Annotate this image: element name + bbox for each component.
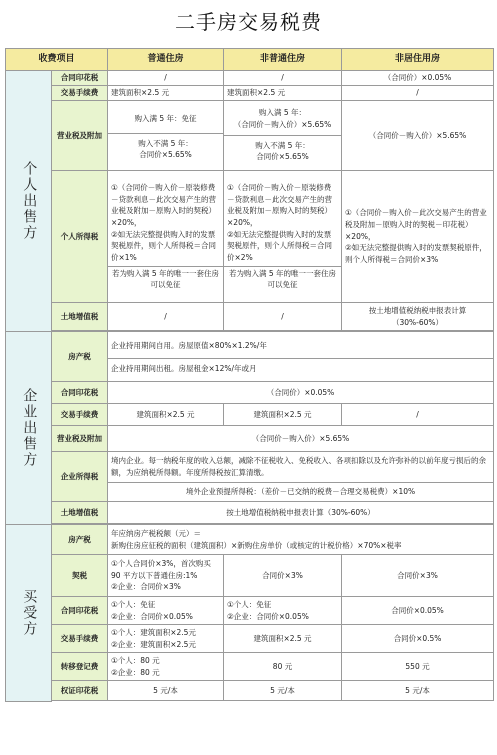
tax-table bbox=[5, 48, 494, 702]
cell: 建筑面积×2.5 元 bbox=[108, 404, 224, 426]
table-row bbox=[6, 502, 494, 524]
cell bbox=[224, 597, 342, 625]
cell-text: ①个人：80 元 bbox=[111, 655, 160, 665]
row-label: 权证印花税 bbox=[52, 681, 108, 701]
cell: / bbox=[108, 71, 224, 86]
cell: / bbox=[108, 303, 224, 331]
cell: 550 元 bbox=[342, 653, 494, 681]
cell-text: 企业持用期间自用。房屋原值×80%×1.2%/年 bbox=[111, 340, 267, 350]
row-label: 营业税及附加 bbox=[52, 101, 108, 171]
row-label: 交易手续费 bbox=[52, 625, 108, 653]
row-label: 企业所得税 bbox=[52, 452, 108, 502]
cell-text: ②企业：建筑面积×2.5元 bbox=[111, 639, 196, 649]
table-row bbox=[6, 332, 494, 382]
table-row bbox=[6, 71, 494, 86]
table-row bbox=[6, 555, 494, 597]
cell-text: ①个人：免征 bbox=[111, 599, 156, 609]
cell: 80 元 bbox=[224, 653, 342, 681]
cell bbox=[108, 597, 224, 625]
cell: 建筑面积×2.5 元 bbox=[224, 86, 342, 101]
row-label: 营业税及附加 bbox=[52, 426, 108, 452]
row-label: 合同印花税 bbox=[52, 597, 108, 625]
cell-text: 若为购入满 5 年的唯一一套住房可以免征 bbox=[228, 268, 337, 290]
cell bbox=[108, 555, 224, 597]
table-row bbox=[6, 681, 494, 701]
cell-text: ①（合同价－购入价－原装修费－贷款利息－此次交易产生的营业税及附加－原购入时的契税）×20%， bbox=[227, 183, 333, 228]
header-non-normal: 非普通住房 bbox=[224, 49, 342, 71]
cell-text: 按土地增值税纳税申报表计算 bbox=[368, 305, 467, 315]
header-non-residential: 非居住用房 bbox=[342, 49, 494, 71]
cell-text: ①（合同价－购入价－原装修费－贷款利息－此次交易产生的营业税及附加－原购入时的契税）×20%， bbox=[111, 183, 217, 228]
cell: 5 元/本 bbox=[108, 681, 224, 701]
row-label: 转移登记费 bbox=[52, 653, 108, 681]
cell-text: 购入不满 5 年： bbox=[255, 140, 310, 150]
cell-text: ①个人：免征 bbox=[227, 599, 272, 609]
cell: 合同价×3% bbox=[224, 555, 342, 597]
table-header-row bbox=[6, 49, 494, 71]
cell bbox=[224, 101, 342, 171]
header-item: 收费项目 bbox=[6, 49, 108, 71]
row-label: 房产税 bbox=[52, 332, 108, 382]
cell: （合同价）×0.05% bbox=[342, 71, 494, 86]
cell: / bbox=[224, 71, 342, 86]
cell: 合同价×0.5% bbox=[342, 625, 494, 653]
table-row bbox=[6, 597, 494, 625]
cell bbox=[342, 171, 494, 303]
table-row bbox=[6, 382, 494, 404]
cell bbox=[108, 332, 494, 382]
cell-text: 购入满 5 年： bbox=[258, 108, 307, 118]
row-label: 合同印花税 bbox=[52, 382, 108, 404]
cell bbox=[108, 101, 224, 171]
cell bbox=[108, 653, 224, 681]
row-label: 房产税 bbox=[52, 525, 108, 555]
table-row bbox=[6, 303, 494, 331]
cell: （合同价－购入价）×5.65% bbox=[108, 426, 494, 452]
cell: （合同价－购入价）×5.65% bbox=[342, 101, 494, 171]
cell-text: 新购住房应征税的面积（建筑面积）×新购住房单价（或核定的计税价格）×70%×税率 bbox=[111, 540, 402, 550]
cell: 按土地增值税纳税申报表计算（30%-60%） bbox=[108, 502, 494, 524]
cell-text: ①个人：建筑面积×2.5元 bbox=[111, 627, 196, 637]
cell-text: （30%-60%） bbox=[391, 317, 444, 327]
cell-text: 企业持用期间出租。房屋租金×12%/年或月 bbox=[111, 363, 257, 373]
page-title: 二手房交易税费 bbox=[175, 10, 322, 34]
table-row bbox=[6, 452, 494, 502]
row-label: 契税 bbox=[52, 555, 108, 597]
row-label: 合同印花税 bbox=[52, 71, 108, 86]
cell bbox=[108, 625, 224, 653]
cell: 合同价×3% bbox=[342, 555, 494, 597]
cell: （合同价）×0.05% bbox=[108, 382, 494, 404]
table-row bbox=[6, 86, 494, 101]
cell: / bbox=[342, 86, 494, 101]
cell-text: 购入不满 5 年： bbox=[138, 138, 193, 148]
row-label: 个人所得税 bbox=[52, 171, 108, 303]
cell-text: ②企业：合同价×0.05% bbox=[111, 611, 193, 621]
table-row bbox=[6, 404, 494, 426]
table-row bbox=[6, 525, 494, 555]
cell: 5 元/本 bbox=[342, 681, 494, 701]
cell-text: 境外企业预提所得税：（差价－已交纳的税费－合理交易税费）×10% bbox=[185, 487, 416, 497]
cell-text: ①个人合同价×3%，首次购买 90 平方以下普通住房:1% bbox=[111, 559, 211, 580]
cell bbox=[342, 303, 494, 331]
cell-text: ②企业：合同价×3% bbox=[111, 582, 181, 592]
cell-text: 购入满 5 年：免征 bbox=[134, 114, 197, 124]
header-normal: 普通住房 bbox=[108, 49, 224, 71]
table-row bbox=[6, 625, 494, 653]
cell-text: ②如无法完整提供购入时的发票契税原件，则个人所得税＝合同价×1% bbox=[111, 229, 217, 262]
table-row bbox=[6, 101, 494, 171]
cell-text: 年应纳房产税税额（元）＝ bbox=[111, 528, 202, 538]
cell-text: ②如无法完整提供购入时的发票契税原件，则个人所得税＝合同价×2% bbox=[227, 229, 333, 262]
cell-text: （合同价－购入价）×5.65% bbox=[233, 119, 332, 129]
row-label: 土地增值税 bbox=[52, 303, 108, 331]
table-row bbox=[6, 653, 494, 681]
cell: 建筑面积×2.5 元 bbox=[224, 404, 342, 426]
cell-text: ②企业：合同价×0.05% bbox=[227, 611, 309, 621]
cell-text: 境内企业。每一纳税年度的收入总额，减除不征税收入、免税收入、各项扣除以及允许弥补的以前年度亏损后的余额，为应纳税所得额。年度所得税按汇算清缴。 bbox=[111, 456, 487, 477]
row-label: 土地增值税 bbox=[52, 502, 108, 524]
cell: 5 元/本 bbox=[224, 681, 342, 701]
cell-text: 若为购入满 5 年的唯一一套住房可以免征 bbox=[111, 268, 220, 290]
cell-text: ②如无法完整提供购入时的发票契税原件，则个人所得税＝合同价×3% bbox=[345, 243, 487, 264]
table-row bbox=[6, 171, 494, 303]
cell bbox=[108, 525, 494, 555]
cell: 建筑面积×2.5 元 bbox=[224, 625, 342, 653]
section-buyer: 买受方 bbox=[6, 525, 52, 702]
row-label: 交易手续费 bbox=[52, 86, 108, 101]
cell bbox=[108, 171, 224, 303]
cell: / bbox=[342, 404, 494, 426]
cell: 合同价×0.05% bbox=[342, 597, 494, 625]
cell-text: 合同价×5.65% bbox=[139, 150, 192, 160]
cell bbox=[224, 171, 342, 303]
section-company-seller: 企业出售方 bbox=[6, 332, 52, 525]
section-individual-seller: 个人出售方 bbox=[6, 71, 52, 332]
cell-text: ①（合同价－购入价－此次交易产生的营业税及附加－原购入时的契税－印花税）×20%， bbox=[345, 208, 487, 241]
cell bbox=[108, 452, 494, 502]
table-row bbox=[6, 426, 494, 452]
cell-text: ②企业：80 元 bbox=[111, 667, 160, 677]
cell: 建筑面积×2.5 元 bbox=[108, 86, 224, 101]
cell-text: 合同价×5.65% bbox=[256, 152, 309, 162]
cell: / bbox=[224, 303, 342, 331]
row-label: 交易手续费 bbox=[52, 404, 108, 426]
